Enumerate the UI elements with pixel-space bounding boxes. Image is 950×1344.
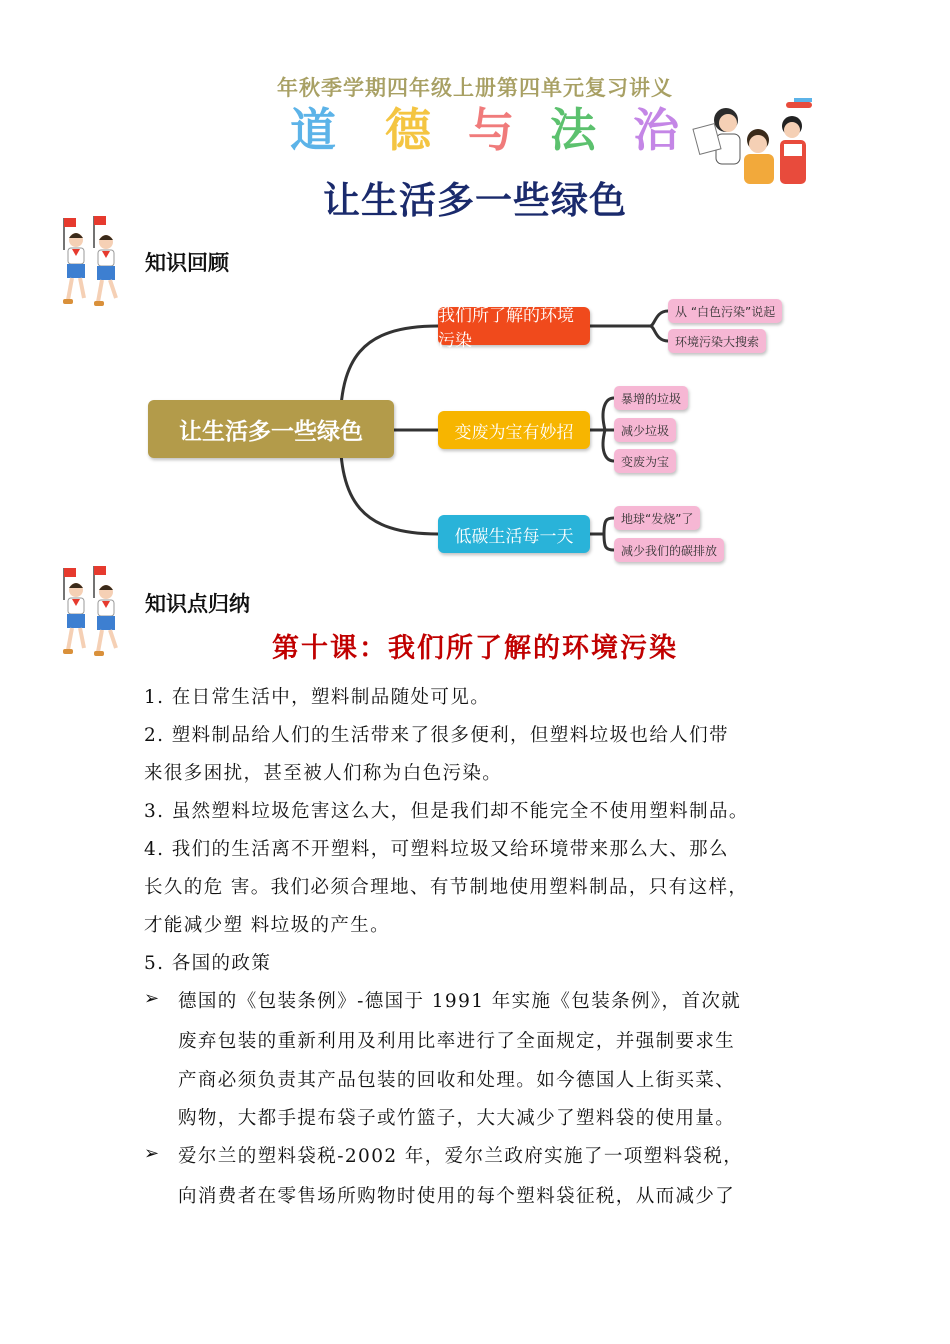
mindmap-leaf: 减少垃圾 [614, 418, 676, 442]
policy-line: 德国的《包装条例》-德国于 1991 年实施《包装条例》，首次就 [178, 991, 742, 1012]
brand-char-4: 法 [550, 103, 596, 157]
section-heading-review: 知识回顾 [145, 251, 229, 275]
mindmap-root: 让生活多一些绿色 [148, 400, 394, 458]
mindmap-leaf: 环境污染大搜索 [668, 329, 766, 353]
policy-line: 产商必须负责其产品包装的回收和处理。如今德国人上街买菜、 [178, 1070, 736, 1091]
policy-line: 购物，大都手提布袋子或竹篮子，大大减少了塑料袋的使用量。 [178, 1108, 736, 1129]
body-line: 长久的危 害。我们必须合理地、有节制地使用塑料制品，只有这样， [144, 877, 749, 898]
mindmap-branch-low-carbon: 低碳生活每一天 [438, 515, 590, 553]
mindmap-leaf: 变废为宝 [614, 449, 676, 473]
body-line: 5. 各国的政策 [144, 953, 272, 974]
body-line: 1. 在日常生活中，塑料制品随处可见。 [144, 687, 491, 708]
brand-char-1: 道 [290, 103, 336, 157]
body-line: 4. 我们的生活离不开塑料，可塑料垃圾又给环境带来那么大、那么 [144, 839, 729, 860]
brand-char-3: 与 [468, 103, 514, 157]
brand-char-5: 治 [633, 103, 679, 157]
policy-line: 向消费者在零售场所购物时使用的每个塑料袋征税，从而减少了 [178, 1186, 736, 1207]
mindmap-leaf: 从 “白色污染”说起 [668, 299, 782, 323]
mindmap-leaf: 减少我们的碳排放 [614, 538, 724, 562]
bullet-arrow-icon: ➢ [144, 1143, 160, 1164]
brand-char-2: 德 [385, 103, 431, 157]
document-subtitle: 年秋季学期四年级上册第四单元复习讲义 [277, 76, 673, 100]
body-line: 来很多困扰，甚至被人们称为白色污染。 [144, 763, 503, 784]
lesson-title: 第十课：我们所了解的环境污染 [272, 633, 678, 664]
body-line: 3. 虽然塑料垃圾危害这么大，但是我们却不能完全不使用塑料制品。 [144, 801, 749, 822]
body-line: 才能减少塑 料垃圾的产生。 [144, 915, 391, 936]
mindmap-branch-recycling: 变废为宝有妙招 [438, 411, 590, 449]
policy-line: 废弃包装的重新利用及利用比率进行了全面规定，并强制要求生 [178, 1031, 736, 1052]
section-heading-summary: 知识点归纳 [145, 592, 250, 616]
mindmap-leaf: 地球“发烧”了 [614, 506, 700, 530]
page-title: 让生活多一些绿色 [323, 179, 627, 222]
mindmap-branch-pollution: 我们所了解的环境污染 [438, 307, 590, 345]
policy-line: 爱尔兰的塑料袋税-2002 年，爱尔兰政府实施了一项塑料袋税， [178, 1146, 744, 1167]
bullet-arrow-icon: ➢ [144, 988, 160, 1009]
mindmap-leaf: 暴增的垃圾 [614, 386, 688, 410]
body-line: 2. 塑料制品给人们的生活带来了很多便利，但塑料垃圾也给人们带 [144, 725, 729, 746]
